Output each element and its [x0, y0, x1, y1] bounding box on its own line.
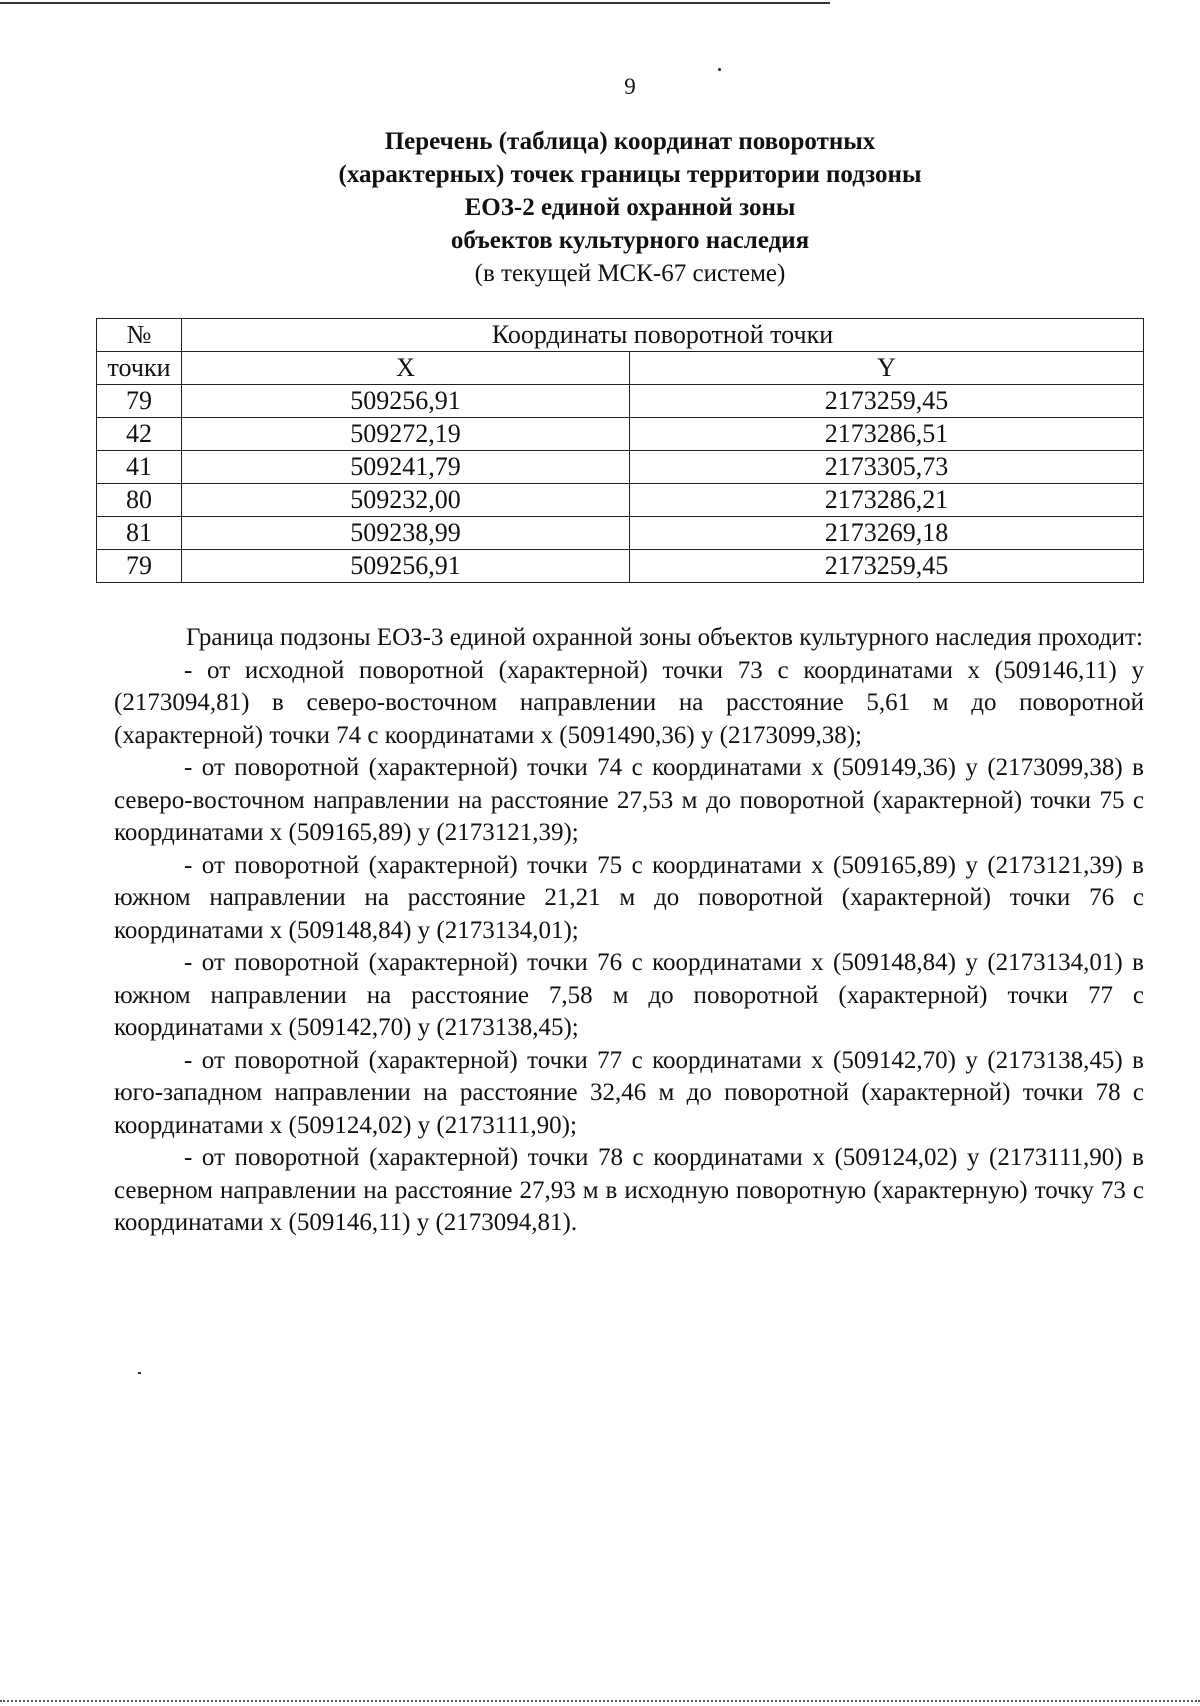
- table-row: [97, 550, 1144, 583]
- cell-x: 509256,91: [182, 385, 630, 418]
- cell-y: 2173286,21: [630, 484, 1144, 517]
- header-point-number-top: №: [97, 319, 182, 352]
- scan-top-line: [0, 2, 830, 4]
- cell-point-number: 80: [97, 484, 182, 517]
- header-coordinates: Координаты поворотной точки: [182, 319, 1144, 352]
- title-line: ЕОЗ-2 единой охранной зоны: [464, 194, 796, 221]
- header-point-number-bottom: точки: [97, 352, 182, 385]
- intro-paragraph: Граница подзоны ЕОЗ-3 единой охранной зоны объектов культурного наследия проходит:: [186, 624, 1143, 651]
- boundary-segment: - от исходной поворотной (характерной) точки 73 с координатами x (509146,11) y (2173094,81) в северо-восточном направлении на расстояние 5,61 м до поворотной (характерной) точки 74 с координатами x (5091490,36) y (2173099,38);: [114, 656, 1144, 749]
- cell-y: 2173269,18: [630, 517, 1144, 550]
- cell-y: 2173259,45: [630, 550, 1144, 583]
- page-number: 9: [624, 74, 636, 99]
- cell-x: 509272,19: [182, 418, 630, 451]
- scan-bottom-edge: [0, 1700, 1200, 1702]
- coordinates-table: [96, 318, 1144, 583]
- cell-y: 2173305,73: [630, 451, 1144, 484]
- boundary-segment: - от поворотной (характерной) точки 75 с координатами x (509165,89) y (2173121,39) в южном направлении на расстояние 21,21 м до поворотной (характерной) точки 76 с координатами x (509148,84) y (2173134,01);: [114, 851, 1144, 944]
- table-header-row: [97, 352, 1144, 385]
- boundary-segment: - от поворотной (характерной) точки 78 с координатами x (509124,02) y (2173111,90) в северном направлении на расстояние 27,93 м в исходную поворотную (характерную) точку 73 с координатами x (509146,11) y (2173094,81).: [114, 1144, 1144, 1236]
- cell-point-number: 41: [97, 451, 182, 484]
- title-subtitle: (в текущей МСК-67 системе): [474, 260, 786, 287]
- cell-x: 509241,79: [182, 451, 630, 484]
- cell-point-number: 42: [97, 418, 182, 451]
- table-row: [97, 385, 1144, 418]
- cell-x: 509256,91: [182, 550, 630, 583]
- table-row: [97, 451, 1144, 484]
- cell-point-number: 79: [97, 385, 182, 418]
- table-header-row: [97, 319, 1144, 352]
- table-row: [97, 418, 1144, 451]
- title-line: Перечень (таблица) координат поворотных: [384, 128, 876, 155]
- boundary-segment: - от поворотной (характерной) точки 77 с координатами x (509142,70) y (2173138,45) в юго-западном направлении на расстояние 32,46 м до поворотной (характерной) точки 78 с координатами x (509124,02) y (2173111,90);: [114, 1046, 1144, 1139]
- cell-point-number: 79: [97, 550, 182, 583]
- scan-speck: [718, 68, 721, 71]
- table-row: [97, 484, 1144, 517]
- boundary-segment: - от поворотной (характерной) точки 74 с координатами x (509149,36) y (2173099,38) в северо-восточном направлении на расстояние 27,53 м до поворотной (характерной) точки 75 с координатами x (509165,89) y (2173121,39);: [114, 754, 1144, 846]
- boundary-segment: - от поворотной (характерной) точки 76 с координатами x (509148,84) y (2173134,01) в южном направлении на расстояние 7,58 м до поворотной (характерной) точки 77 с координатами x (509142,70) y (2173138,45);: [114, 949, 1144, 1041]
- header-y: Y: [630, 352, 1144, 385]
- table-row: [97, 517, 1144, 550]
- cell-y: 2173259,45: [630, 385, 1144, 418]
- title-line: (характерных) точек границы территории подзоны: [338, 161, 922, 188]
- boundary-description: [114, 622, 1144, 1240]
- cell-x: 509238,99: [182, 517, 630, 550]
- document-title: [130, 125, 1130, 290]
- title-line: объектов культурного наследия: [450, 227, 810, 254]
- scan-speck: [138, 1372, 141, 1374]
- cell-x: 509232,00: [182, 484, 630, 517]
- cell-y: 2173286,51: [630, 418, 1144, 451]
- cell-point-number: 81: [97, 517, 182, 550]
- header-x: X: [182, 352, 630, 385]
